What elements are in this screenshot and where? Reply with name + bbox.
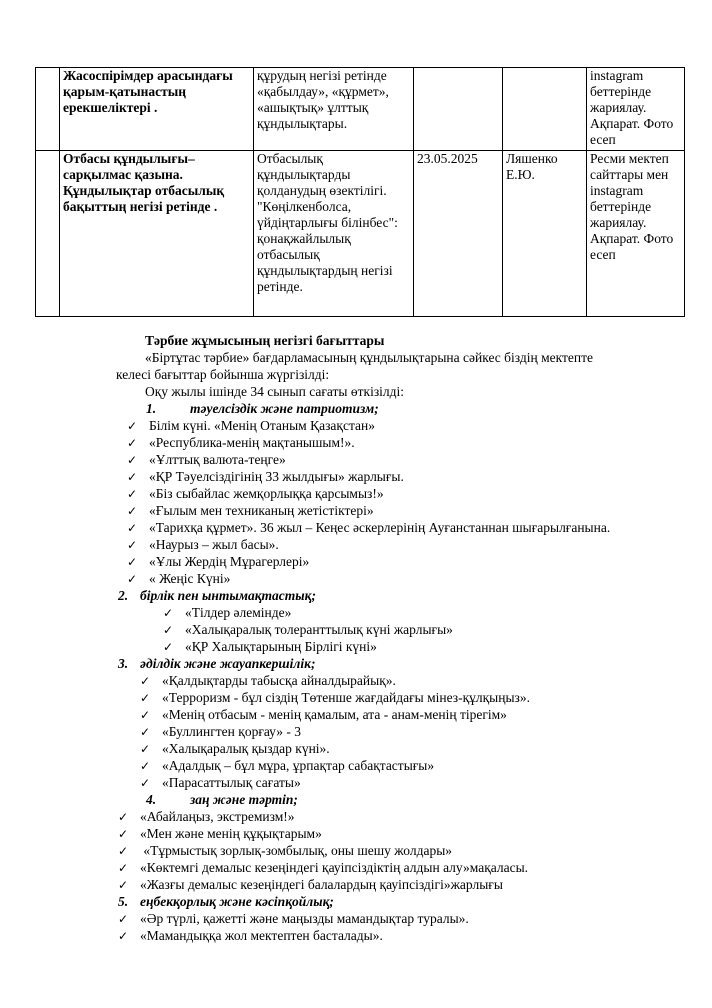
direction-number: 3. (118, 656, 129, 671)
direction-number: 5. (118, 894, 129, 909)
list-item: ✓ « Жеңіс Күні» (127, 571, 231, 586)
list-item: ✓ «ҚР Тәуелсіздігінің 33 жылдығы» жарлығы. (127, 469, 404, 484)
checkmark-icon: ✓ (127, 504, 138, 518)
event-title-cell: Жасоспірімдер арасындағы қарым-қатынастың ерекшеліктері . (60, 68, 254, 151)
direction-heading (146, 792, 298, 808)
checkmark-icon: ✓ (140, 742, 151, 756)
list-item: ✓ «Менің отбасым - менің қамалым, ата - анам-менің тірегім» (140, 707, 507, 722)
events-table (35, 67, 685, 317)
checkmark-icon: ✓ (163, 640, 174, 654)
list-item: ✓ «Тілдер әлемінде» (163, 605, 292, 620)
list-item: ✓ «Көктемгі демалыс кезеңіндегі қауіпсіздіктің алдын алу»мақаласы. (118, 860, 529, 875)
table-row (36, 68, 685, 151)
list-item: ✓ Білім күні. «Менің Отаным Қазақстан» (127, 418, 376, 433)
list-item: ✓ «Ұлттық валюта-теңге» (127, 452, 286, 467)
list-item: ✓ «Халықаралық толеранттылық күні жарлығы» (163, 622, 453, 637)
list-item: ✓ «Терроризм - бұл сіздің Төтенше жағдайдағы мінез-құлқыңыз». (140, 690, 531, 705)
responsible-cell: Ляшенко Е.Ю. (503, 151, 587, 317)
direction-number: 2. (118, 588, 129, 603)
report-cell: Ресми мектеп сайттары мен instagram беттерінде жариялау. Ақпарат. Фото есеп (587, 151, 685, 317)
direction-title: әділдік және жауапкершілік; (140, 656, 316, 671)
checkmark-icon: ✓ (140, 691, 151, 705)
checkmark-icon: ✓ (163, 606, 174, 620)
direction-number: 1. (146, 401, 157, 416)
list-item: ✓ «Әр түрлі, қажетті және маңызды мамандықтар туралы». (118, 911, 469, 926)
checkmark-icon: ✓ (118, 929, 129, 943)
list-item: ✓ «Наурыз – жыл басы». (127, 537, 279, 552)
list-item: ✓ «Ұлы Жердің Мұрагерлері» (127, 554, 310, 569)
intro-paragraph-line: «Біртұтас тәрбие» бағдарламасының құндылықтарына сәйкес біздің мектепте (145, 350, 593, 365)
list-item: ✓ «Республика-менің мақтанышым!». (127, 435, 355, 450)
checkmark-icon: ✓ (118, 912, 129, 926)
checkmark-icon: ✓ (118, 827, 129, 841)
direction-heading (118, 588, 316, 604)
checkmark-icon: ✓ (127, 487, 138, 501)
list-item: ✓ «Тұрмыстық зорлық-зомбылық, оны шешу жолдары» (118, 843, 453, 858)
checkmark-icon: ✓ (140, 725, 151, 739)
direction-title: еңбекқорлық және кәсіпқойлық; (140, 894, 334, 909)
list-item: ✓ «Біз сыбайлас жемқорлыққа қарсымыз!» (127, 486, 384, 501)
responsible-cell (503, 68, 587, 151)
direction-title: заң және тәртіп; (190, 792, 298, 807)
checkmark-icon: ✓ (118, 861, 129, 875)
class-hours-note: Оқу жылы ішінде 34 сынып сағаты өткізілді: (145, 384, 405, 399)
checkmark-icon: ✓ (127, 521, 138, 535)
event-date-cell: 23.05.2025 (414, 151, 503, 317)
checkmark-icon: ✓ (118, 878, 129, 892)
checkmark-icon: ✓ (140, 708, 151, 722)
list-item: ✓ «Ғылым мен техниканың жетістіктері» (127, 503, 374, 518)
list-item: ✓ «ҚР Халықтарының Бірлігі күні» (163, 639, 377, 654)
report-cell: instagram беттерінде жариялау. Ақпарат. Фото есеп (587, 68, 685, 151)
checkmark-icon: ✓ (127, 555, 138, 569)
direction-title: бірлік пен ынтымақтастық; (140, 588, 317, 603)
list-item: ✓ «Қалдықтарды табысқа айналдырайық». (140, 673, 396, 688)
row-number-cell (36, 68, 60, 151)
row-number-cell (36, 151, 60, 317)
checkmark-icon: ✓ (140, 674, 151, 688)
checkmark-icon: ✓ (140, 759, 151, 773)
event-title-cell: Отбасы құндылығы– сарқылмас қазына. Құндылықтар отбасылық бақыттың негізі ретінде . (60, 151, 254, 317)
list-item: ✓ «Мамандыққа жол мектептен басталады». (118, 928, 383, 943)
event-content-cell: құрудың негізі ретінде «қабылдау», «құрмет», «ашықтық» ұлттық құндылықтары. (254, 68, 414, 151)
checkmark-icon: ✓ (127, 436, 138, 450)
list-item: ✓ «Тарихқа құрмет». 36 жыл – Кеңес әскерлерінің Ауғанстаннан шығарылғанына. (127, 520, 611, 535)
list-item: ✓ «Мен және менің құқықтарым» (118, 826, 322, 841)
checkmark-icon: ✓ (118, 844, 129, 858)
intro-paragraph-line: келесі бағыттар бойынша жүргізілді: (116, 367, 330, 382)
list-item: ✓ «Буллингтен қорғау» - 3 (140, 724, 302, 739)
list-item: ✓ «Парасаттылық сағаты» (140, 775, 301, 790)
list-item: ✓ «Адалдық – бұл мұра, ұрпақтар сабақтастығы» (140, 758, 435, 773)
checkmark-icon: ✓ (163, 623, 174, 637)
checkmark-icon: ✓ (127, 453, 138, 467)
section-title: Тәрбие жұмысының негізгі бағыттары (145, 333, 385, 348)
direction-heading (146, 401, 379, 417)
direction-number: 4. (146, 792, 157, 807)
checkmark-icon: ✓ (127, 470, 138, 484)
event-date-cell (414, 68, 503, 151)
list-item: ✓ «Халықаралық қыздар күні». (140, 741, 330, 756)
list-item: ✓ «Жазғы демалыс кезеңіндегі балалардың қауіпсіздігі»жарлығы (118, 877, 503, 892)
checkmark-icon: ✓ (127, 538, 138, 552)
event-content-cell: Отбасылық құндылықтарды қолданудың өзектілігі. "Көңілкенболса, үйдіңтарлығы білінбес": қонақжайлылық отбасылық құндылықтардың негізі ретінде. (254, 151, 414, 317)
direction-title: тәуелсіздік және патриотизм; (190, 401, 379, 416)
checkmark-icon: ✓ (118, 810, 129, 824)
direction-heading (118, 894, 334, 910)
checkmark-icon: ✓ (127, 419, 138, 433)
checkmark-icon: ✓ (140, 776, 151, 790)
table-row (36, 151, 685, 317)
checkmark-icon: ✓ (127, 572, 138, 586)
list-item: ✓ «Абайлаңыз, экстремизм!» (118, 809, 295, 824)
direction-heading (118, 656, 315, 672)
